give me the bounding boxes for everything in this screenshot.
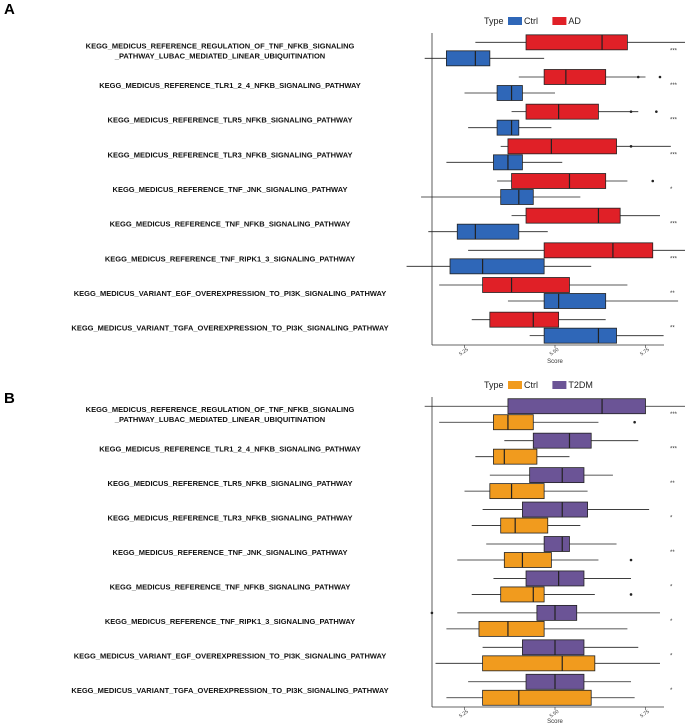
category-label: KEGG_MEDICUS_REFERENCE_TNF_NFKB_SIGNALING_PATHWAY [109, 219, 351, 229]
box-ctrl [472, 587, 633, 602]
category-label: KEGG_MEDICUS_REFERENCE_TNF_RIPK1_3_SIGNALING_PATHWAY [104, 254, 356, 264]
panel-label: B [4, 390, 15, 407]
box-iqr [526, 571, 584, 586]
significance-label: ** [670, 481, 675, 488]
box-ad [497, 174, 654, 189]
category-row [71, 674, 673, 705]
box-t2dm [425, 399, 685, 414]
significance-label: * [670, 653, 673, 660]
box-ctrl [472, 518, 581, 533]
box-ad [519, 70, 661, 85]
x-tick-label: 5.50 [548, 708, 561, 720]
category-label: KEGG_MEDICUS_REFERENCE_TLR3_NFKB_SIGNALING_PATHWAY [107, 513, 353, 523]
box-iqr [483, 690, 592, 705]
category-row [99, 70, 677, 101]
legend-entry-ad: AD [568, 16, 581, 26]
box-ctrl [446, 155, 562, 170]
category-row [113, 537, 676, 568]
outlier-point [659, 76, 662, 79]
category-label: KEGG_MEDICUS_REFERENCE_TLR5_NFKB_SIGNALING_PATHWAY [107, 479, 353, 489]
box-ctrl [421, 190, 580, 205]
box-iqr [526, 104, 598, 119]
category-label: KEGG_MEDICUS_REFERENCE_TLR1_2_4_NFKB_SIGNALING_PATHWAY [99, 81, 361, 90]
box-iqr [544, 243, 653, 258]
outlier-point [431, 612, 434, 615]
box-t2dm [483, 502, 650, 517]
category-row [86, 399, 685, 430]
significance-label: * [670, 584, 673, 591]
significance-label: ** [670, 325, 675, 332]
significance-label: *** [670, 48, 678, 55]
box-iqr [497, 86, 522, 101]
category-row [113, 174, 673, 205]
category-label-line2: _PATHWAY_LUBAC_MEDIATED_LINEAR_UBIQUITINATION [114, 51, 326, 61]
category-label: KEGG_MEDICUS_REFERENCE_REGULATION_OF_TNF_NFKB_SIGNALING [85, 41, 355, 51]
outlier-point [630, 559, 633, 562]
category-row [110, 208, 678, 239]
box-t2dm [468, 674, 631, 689]
legend-title: Type [484, 16, 504, 26]
legend-title: Type [484, 380, 504, 390]
category-row [86, 35, 685, 66]
panel-a [4, 1, 685, 365]
category-label: KEGG_MEDICUS_REFERENCE_TLR3_NFKB_SIGNALING_PATHWAY [107, 150, 353, 160]
box-ctrl [436, 656, 660, 671]
category-row [71, 312, 675, 343]
category-row [105, 243, 685, 274]
box-ad [472, 312, 606, 327]
category-label: KEGG_MEDICUS_REFERENCE_REGULATION_OF_TNF_NFKB_SIGNALING [85, 405, 355, 415]
outlier-point [655, 110, 658, 113]
box-ctrl [475, 449, 569, 464]
category-label: KEGG_MEDICUS_REFERENCE_TLR1_2_4_NFKB_SIGNALING_PATHWAY [99, 444, 361, 454]
category-row [74, 278, 678, 309]
significance-label: *** [670, 83, 678, 89]
x-axis-title: Score [547, 719, 563, 725]
outlier-point [630, 593, 633, 596]
category-row [110, 571, 673, 602]
x-tick-label: 5.75 [639, 708, 651, 720]
box-iqr [501, 190, 534, 205]
category-label-line2: _PATHWAY_LUBAC_MEDIATED_LINEAR_UBIQUITINATION [114, 415, 326, 425]
category-row [108, 468, 676, 499]
outlier-point [651, 180, 654, 183]
x-tick-label: 5.75 [639, 346, 651, 358]
box-ctrl [457, 553, 632, 568]
outlier-point [630, 110, 633, 113]
box-ctrl [468, 120, 551, 135]
box-ctrl [446, 621, 627, 636]
legend-swatch-ad [552, 17, 566, 25]
x-tick-label: 5.25 [458, 708, 470, 720]
significance-label: ** [670, 291, 675, 297]
significance-label: *** [670, 256, 678, 263]
category-row [105, 605, 673, 636]
box-iqr [537, 605, 577, 620]
category-label: KEGG_MEDICUS_REFERENCE_TNF_NFKB_SIGNALING_PATHWAY [109, 582, 351, 592]
significance-label: * [670, 618, 673, 625]
box-iqr [544, 537, 569, 552]
significance-label: *** [670, 412, 678, 419]
category-row [108, 502, 673, 533]
x-tick-label: 5.25 [458, 346, 470, 358]
box-ad [468, 243, 685, 258]
significance-label: *** [670, 446, 678, 453]
box-ctrl [530, 328, 664, 343]
significance-label: *** [670, 117, 678, 124]
category-row [108, 104, 678, 135]
outlier-point [630, 145, 633, 148]
box-ctrl [508, 294, 678, 309]
box-ctrl [465, 484, 588, 499]
box-ctrl [428, 224, 547, 239]
box-iqr [544, 70, 606, 85]
box-iqr [450, 259, 544, 274]
box-iqr [446, 51, 489, 66]
legend-swatch-t2dm [552, 381, 566, 389]
box-iqr [490, 312, 559, 327]
significance-label: * [670, 687, 673, 694]
category-label: KEGG_MEDICUS_VARIANT_TGFA_OVEREXPRESSION_TO_PI3K_SIGNALING_PATHWAY [71, 323, 389, 333]
box-iqr [522, 640, 584, 655]
category-label: KEGG_MEDICUS_VARIANT_EGF_OVEREXPRESSION_TO_PI3K_SIGNALING_PATHWAY [73, 651, 387, 661]
box-iqr [526, 208, 620, 223]
box-t2dm [483, 640, 639, 655]
box-iqr [497, 120, 519, 135]
box-iqr [501, 587, 544, 602]
legend [484, 16, 581, 26]
box-iqr [493, 449, 536, 464]
category-label: KEGG_MEDICUS_REFERENCE_TNF_JNK_SIGNALING_PATHWAY [112, 548, 348, 557]
box-t2dm [490, 468, 613, 483]
significance-label: *** [670, 152, 678, 159]
box-iqr [522, 502, 587, 517]
box-ad [439, 278, 627, 293]
outlier-point [637, 76, 640, 79]
category-label: KEGG_MEDICUS_REFERENCE_TNF_JNK_SIGNALING_PATHWAY [112, 185, 348, 194]
box-iqr [508, 139, 617, 154]
box-iqr [512, 174, 606, 189]
significance-label: *** [670, 221, 678, 228]
category-label: KEGG_MEDICUS_VARIANT_EGF_OVEREXPRESSION_TO_PI3K_SIGNALING_PATHWAY [73, 289, 387, 298]
legend-swatch-ctrl [508, 381, 522, 389]
box-t2dm [504, 433, 638, 448]
box-iqr [508, 399, 646, 414]
box-iqr [544, 294, 606, 309]
box-iqr [501, 518, 548, 533]
legend [484, 380, 593, 390]
category-row [74, 640, 673, 671]
category-label: KEGG_MEDICUS_REFERENCE_TNF_RIPK1_3_SIGNALING_PATHWAY [104, 616, 356, 626]
legend-entry-ctrl: Ctrl [524, 380, 538, 390]
box-iqr [493, 415, 533, 430]
box-iqr [479, 621, 544, 636]
box-t2dm [493, 571, 631, 586]
box-iqr [526, 35, 627, 50]
category-row [108, 139, 678, 170]
box-ad [475, 35, 685, 50]
box-iqr [457, 224, 519, 239]
significance-label: * [670, 187, 673, 193]
box-t2dm [431, 605, 660, 620]
box-ctrl [446, 690, 634, 705]
category-label: KEGG_MEDICUS_VARIANT_TGFA_OVEREXPRESSION_TO_PI3K_SIGNALING_PATHWAY [71, 685, 389, 695]
significance-label: ** [670, 550, 675, 556]
box-iqr [483, 656, 595, 671]
x-axis-title: Score [547, 359, 563, 365]
category-row [99, 433, 677, 464]
box-ad [512, 104, 658, 119]
panel-label: A [4, 1, 15, 18]
box-iqr [530, 468, 584, 483]
legend-entry-t2dm: T2DM [568, 380, 593, 390]
box-iqr [544, 328, 616, 343]
box-t2dm [486, 537, 616, 552]
box-iqr [483, 278, 570, 293]
box-ad [512, 208, 660, 223]
box-ctrl [439, 415, 636, 430]
legend-swatch-ctrl [508, 17, 522, 25]
legend-entry-ctrl: Ctrl [524, 16, 538, 26]
box-iqr [504, 553, 551, 568]
box-ad [501, 139, 671, 154]
panel-b [4, 380, 685, 725]
outlier-point [633, 421, 636, 424]
box-iqr [490, 484, 544, 499]
category-label: KEGG_MEDICUS_REFERENCE_TLR5_NFKB_SIGNALING_PATHWAY [107, 115, 353, 125]
box-ctrl [425, 51, 544, 66]
significance-label: * [670, 515, 673, 522]
box-iqr [533, 433, 591, 448]
box-ctrl [407, 259, 592, 274]
x-tick-label: 5.50 [548, 346, 561, 358]
box-ctrl [465, 86, 556, 101]
